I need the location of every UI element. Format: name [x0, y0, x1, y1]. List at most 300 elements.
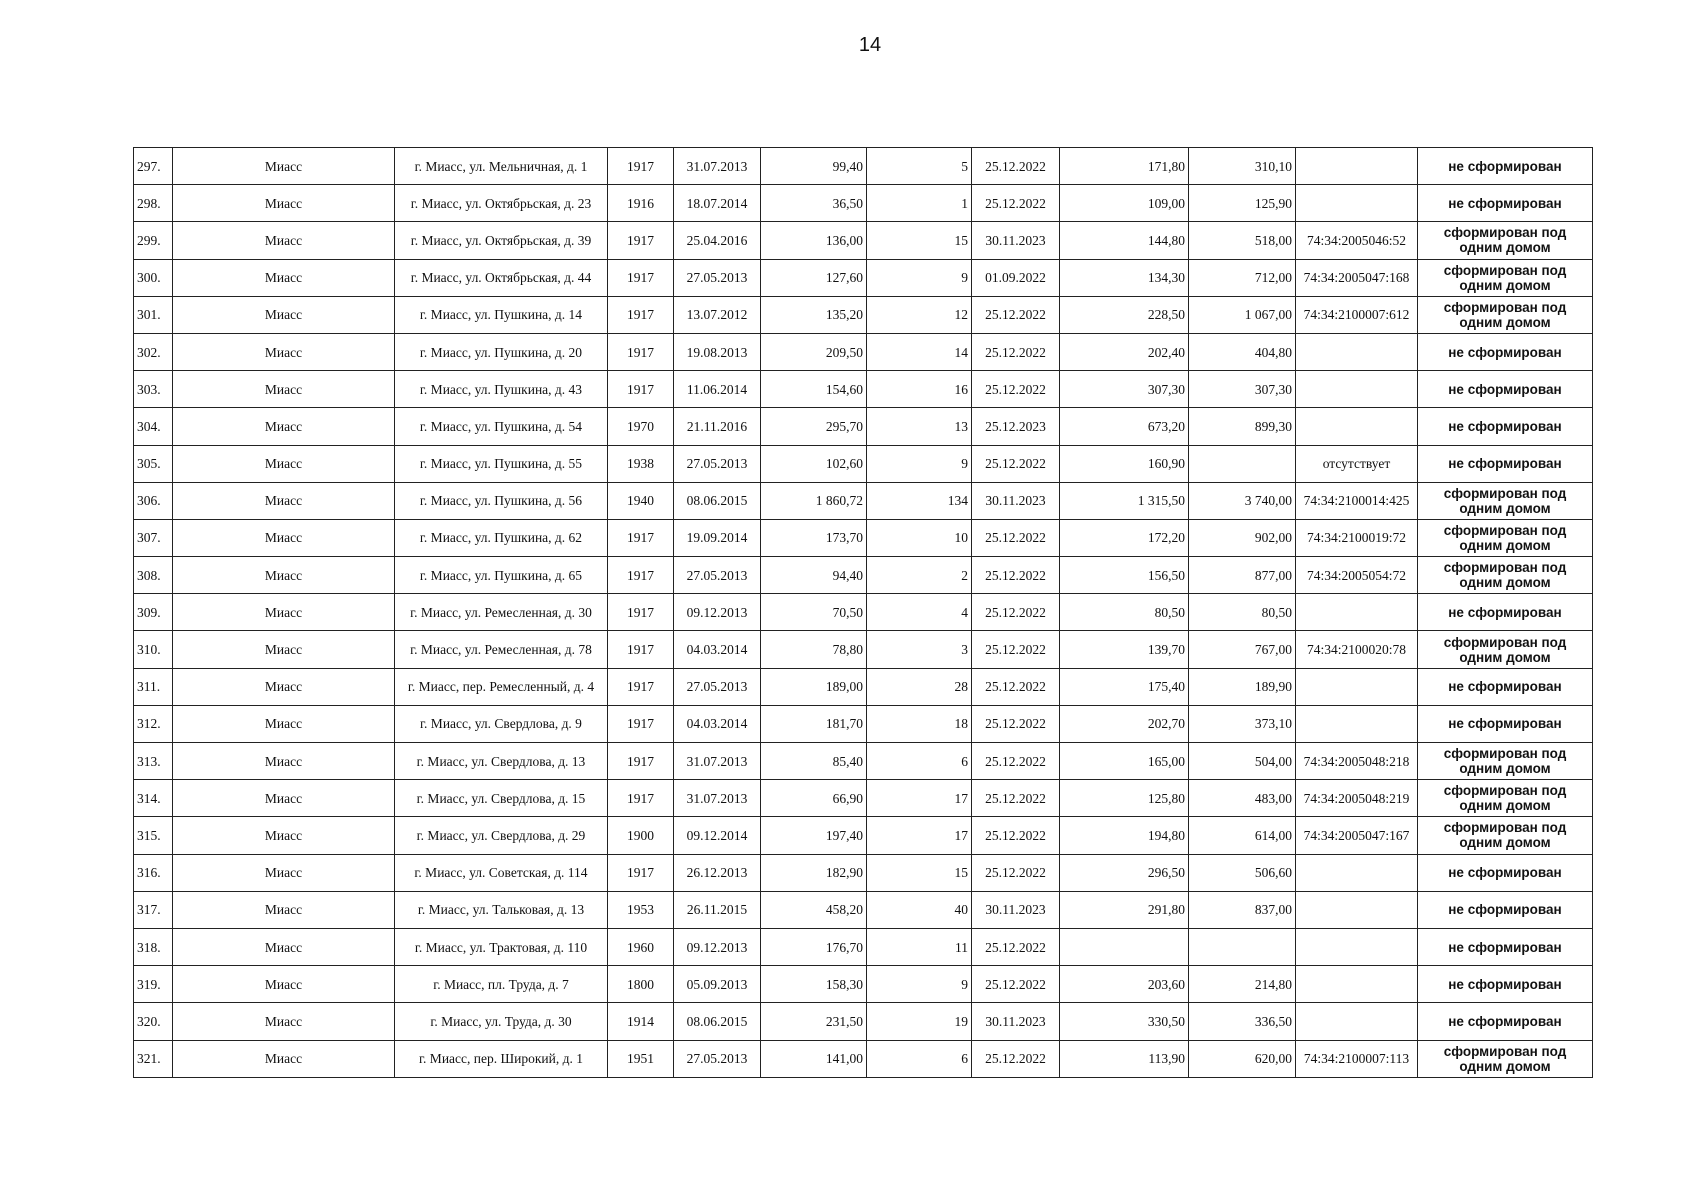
relocation-date-cell: 25.12.2022	[972, 966, 1060, 1003]
cadastral-number-cell	[1296, 854, 1418, 891]
table-row	[134, 371, 1593, 408]
area-value-1-cell: 139,70	[1060, 631, 1189, 668]
area-value-2-cell: 373,10	[1189, 705, 1296, 742]
residents-count-cell: 15	[867, 854, 972, 891]
land-plot-status-cell: не сформирован	[1418, 185, 1593, 222]
address-cell: г. Миасс, ул. Трактовая, д. 110	[395, 928, 608, 965]
area-value-2-cell: 620,00	[1189, 1040, 1296, 1077]
cadastral-number-cell: 74:34:2100014:425	[1296, 482, 1418, 519]
cadastral-number-cell: 74:34:2005048:218	[1296, 743, 1418, 780]
row-number-cell: 303.	[134, 371, 173, 408]
cadastral-number-cell	[1296, 148, 1418, 185]
residents-count-cell: 15	[867, 222, 972, 259]
row-number-cell: 302.	[134, 333, 173, 370]
row-number-cell: 313.	[134, 743, 173, 780]
area-value-2-cell: 614,00	[1189, 817, 1296, 854]
recognition-date-cell: 27.05.2013	[674, 668, 761, 705]
residents-count-cell: 40	[867, 891, 972, 928]
relocation-date-cell: 25.12.2022	[972, 557, 1060, 594]
relocation-date-cell: 25.12.2022	[972, 1040, 1060, 1077]
address-cell: г. Миасс, ул. Свердлова, д. 9	[395, 705, 608, 742]
recognition-date-cell: 09.12.2013	[674, 928, 761, 965]
land-plot-status-cell: не сформирован	[1418, 928, 1593, 965]
city-cell: Миасс	[173, 185, 395, 222]
living-area-cell: 154,60	[761, 371, 867, 408]
relocation-date-cell: 25.12.2022	[972, 296, 1060, 333]
city-cell: Миасс	[173, 557, 395, 594]
city-cell: Миасс	[173, 333, 395, 370]
living-area-cell: 458,20	[761, 891, 867, 928]
living-area-cell: 136,00	[761, 222, 867, 259]
area-value-2-cell: 214,80	[1189, 966, 1296, 1003]
residents-count-cell: 19	[867, 1003, 972, 1040]
table-row	[134, 817, 1593, 854]
relocation-date-cell: 25.12.2022	[972, 445, 1060, 482]
build-year-cell: 1917	[608, 631, 674, 668]
living-area-cell: 135,20	[761, 296, 867, 333]
cadastral-number-cell	[1296, 594, 1418, 631]
table-row	[134, 148, 1593, 185]
city-cell: Миасс	[173, 928, 395, 965]
table-row	[134, 185, 1593, 222]
table-row	[134, 445, 1593, 482]
row-number-cell: 315.	[134, 817, 173, 854]
address-cell: г. Миасс, ул. Пушкина, д. 20	[395, 333, 608, 370]
cadastral-number-cell: 74:34:2100007:113	[1296, 1040, 1418, 1077]
area-value-2-cell: 483,00	[1189, 780, 1296, 817]
row-number-cell: 297.	[134, 148, 173, 185]
address-cell: г. Миасс, ул. Свердлова, д. 29	[395, 817, 608, 854]
area-value-1-cell: 175,40	[1060, 668, 1189, 705]
living-area-cell: 127,60	[761, 259, 867, 296]
residents-count-cell: 3	[867, 631, 972, 668]
living-area-cell: 78,80	[761, 631, 867, 668]
area-value-1-cell: 673,20	[1060, 408, 1189, 445]
area-value-1-cell: 165,00	[1060, 743, 1189, 780]
relocation-date-cell: 25.12.2022	[972, 371, 1060, 408]
build-year-cell: 1917	[608, 259, 674, 296]
residents-count-cell: 134	[867, 482, 972, 519]
city-cell: Миасс	[173, 631, 395, 668]
living-area-cell: 70,50	[761, 594, 867, 631]
table-row	[134, 966, 1593, 1003]
row-number-cell: 312.	[134, 705, 173, 742]
city-cell: Миасс	[173, 854, 395, 891]
row-number-cell: 317.	[134, 891, 173, 928]
living-area-cell: 176,70	[761, 928, 867, 965]
land-plot-status-cell: сформирован под одним домом	[1418, 631, 1593, 668]
table-row	[134, 296, 1593, 333]
table-row	[134, 594, 1593, 631]
address-cell: г. Миасс, ул. Советская, д. 114	[395, 854, 608, 891]
cadastral-number-cell	[1296, 333, 1418, 370]
cadastral-number-cell	[1296, 705, 1418, 742]
build-year-cell: 1917	[608, 668, 674, 705]
address-cell: г. Миасс, пл. Труда, д. 7	[395, 966, 608, 1003]
area-value-1-cell: 109,00	[1060, 185, 1189, 222]
residents-count-cell: 18	[867, 705, 972, 742]
table-row	[134, 519, 1593, 556]
residents-count-cell: 4	[867, 594, 972, 631]
city-cell: Миасс	[173, 817, 395, 854]
recognition-date-cell: 21.11.2016	[674, 408, 761, 445]
area-value-2-cell	[1189, 928, 1296, 965]
living-area-cell: 209,50	[761, 333, 867, 370]
row-number-cell: 320.	[134, 1003, 173, 1040]
cadastral-number-cell: отсутствует	[1296, 445, 1418, 482]
area-value-2-cell: 80,50	[1189, 594, 1296, 631]
build-year-cell: 1917	[608, 222, 674, 259]
city-cell: Миасс	[173, 891, 395, 928]
recognition-date-cell: 09.12.2014	[674, 817, 761, 854]
address-cell: г. Миасс, ул. Пушкина, д. 65	[395, 557, 608, 594]
city-cell: Миасс	[173, 296, 395, 333]
area-value-1-cell: 171,80	[1060, 148, 1189, 185]
city-cell: Миасс	[173, 668, 395, 705]
cadastral-number-cell	[1296, 928, 1418, 965]
row-number-cell: 319.	[134, 966, 173, 1003]
cadastral-number-cell: 74:34:2005048:219	[1296, 780, 1418, 817]
land-plot-status-cell: не сформирован	[1418, 408, 1593, 445]
recognition-date-cell: 27.05.2013	[674, 557, 761, 594]
row-number-cell: 309.	[134, 594, 173, 631]
area-value-1-cell: 202,70	[1060, 705, 1189, 742]
residents-count-cell: 1	[867, 185, 972, 222]
land-plot-status-cell: не сформирован	[1418, 148, 1593, 185]
build-year-cell: 1917	[608, 333, 674, 370]
area-value-1-cell: 307,30	[1060, 371, 1189, 408]
city-cell: Миасс	[173, 1003, 395, 1040]
recognition-date-cell: 09.12.2013	[674, 594, 761, 631]
table-row	[134, 333, 1593, 370]
land-plot-status-cell: сформирован под одним домом	[1418, 482, 1593, 519]
residents-count-cell: 9	[867, 966, 972, 1003]
area-value-1-cell: 134,30	[1060, 259, 1189, 296]
city-cell: Миасс	[173, 222, 395, 259]
area-value-2-cell: 504,00	[1189, 743, 1296, 780]
area-value-1-cell: 113,90	[1060, 1040, 1189, 1077]
cadastral-number-cell: 74:34:2100019:72	[1296, 519, 1418, 556]
registry-table	[133, 147, 1593, 1078]
area-value-1-cell: 202,40	[1060, 333, 1189, 370]
row-number-cell: 307.	[134, 519, 173, 556]
living-area-cell: 102,60	[761, 445, 867, 482]
table-row	[134, 668, 1593, 705]
relocation-date-cell: 25.12.2022	[972, 333, 1060, 370]
cadastral-number-cell	[1296, 408, 1418, 445]
cadastral-number-cell	[1296, 966, 1418, 1003]
relocation-date-cell: 25.12.2022	[972, 519, 1060, 556]
land-plot-status-cell: не сформирован	[1418, 1003, 1593, 1040]
residents-count-cell: 12	[867, 296, 972, 333]
city-cell: Миасс	[173, 594, 395, 631]
row-number-cell: 299.	[134, 222, 173, 259]
living-area-cell: 94,40	[761, 557, 867, 594]
build-year-cell: 1917	[608, 743, 674, 780]
relocation-date-cell: 25.12.2022	[972, 185, 1060, 222]
address-cell: г. Миасс, ул. Свердлова, д. 15	[395, 780, 608, 817]
cadastral-number-cell: 74:34:2100007:612	[1296, 296, 1418, 333]
land-plot-status-cell: сформирован под одним домом	[1418, 557, 1593, 594]
area-value-2-cell: 336,50	[1189, 1003, 1296, 1040]
page-number: 14	[858, 34, 882, 56]
table-row	[134, 891, 1593, 928]
land-plot-status-cell: не сформирован	[1418, 854, 1593, 891]
row-number-cell: 316.	[134, 854, 173, 891]
cadastral-number-cell: 74:34:2005046:52	[1296, 222, 1418, 259]
address-cell: г. Миасс, ул. Пушкина, д. 56	[395, 482, 608, 519]
living-area-cell: 158,30	[761, 966, 867, 1003]
land-plot-status-cell: не сформирован	[1418, 594, 1593, 631]
recognition-date-cell: 08.06.2015	[674, 482, 761, 519]
area-value-1-cell: 228,50	[1060, 296, 1189, 333]
area-value-1-cell: 296,50	[1060, 854, 1189, 891]
area-value-2-cell	[1189, 445, 1296, 482]
build-year-cell: 1914	[608, 1003, 674, 1040]
area-value-2-cell: 767,00	[1189, 631, 1296, 668]
relocation-date-cell: 30.11.2023	[972, 1003, 1060, 1040]
table-row	[134, 1003, 1593, 1040]
area-value-2-cell: 506,60	[1189, 854, 1296, 891]
area-value-2-cell: 310,10	[1189, 148, 1296, 185]
residents-count-cell: 2	[867, 557, 972, 594]
row-number-cell: 321.	[134, 1040, 173, 1077]
recognition-date-cell: 19.08.2013	[674, 333, 761, 370]
build-year-cell: 1917	[608, 148, 674, 185]
build-year-cell: 1917	[608, 780, 674, 817]
registry-table-body	[134, 148, 1593, 1078]
living-area-cell: 295,70	[761, 408, 867, 445]
city-cell: Миасс	[173, 705, 395, 742]
build-year-cell: 1917	[608, 557, 674, 594]
area-value-2-cell: 877,00	[1189, 557, 1296, 594]
area-value-2-cell: 837,00	[1189, 891, 1296, 928]
land-plot-status-cell: сформирован под одним домом	[1418, 222, 1593, 259]
land-plot-status-cell: не сформирован	[1418, 445, 1593, 482]
relocation-date-cell: 25.12.2022	[972, 780, 1060, 817]
cadastral-number-cell: 74:34:2005047:168	[1296, 259, 1418, 296]
recognition-date-cell: 27.05.2013	[674, 445, 761, 482]
residents-count-cell: 9	[867, 445, 972, 482]
residents-count-cell: 9	[867, 259, 972, 296]
land-plot-status-cell: не сформирован	[1418, 333, 1593, 370]
recognition-date-cell: 31.07.2013	[674, 743, 761, 780]
area-value-2-cell: 189,90	[1189, 668, 1296, 705]
land-plot-status-cell: сформирован под одним домом	[1418, 259, 1593, 296]
table-row	[134, 854, 1593, 891]
cadastral-number-cell: 74:34:2005047:167	[1296, 817, 1418, 854]
area-value-1-cell: 156,50	[1060, 557, 1189, 594]
relocation-date-cell: 25.12.2022	[972, 594, 1060, 631]
living-area-cell: 99,40	[761, 148, 867, 185]
table-row	[134, 631, 1593, 668]
recognition-date-cell: 13.07.2012	[674, 296, 761, 333]
area-value-1-cell: 194,80	[1060, 817, 1189, 854]
residents-count-cell: 6	[867, 743, 972, 780]
land-plot-status-cell: сформирован под одним домом	[1418, 296, 1593, 333]
row-number-cell: 318.	[134, 928, 173, 965]
table-row	[134, 743, 1593, 780]
cadastral-number-cell	[1296, 1003, 1418, 1040]
recognition-date-cell: 19.09.2014	[674, 519, 761, 556]
row-number-cell: 301.	[134, 296, 173, 333]
recognition-date-cell: 25.04.2016	[674, 222, 761, 259]
city-cell: Миасс	[173, 780, 395, 817]
city-cell: Миасс	[173, 1040, 395, 1077]
build-year-cell: 1916	[608, 185, 674, 222]
table-row	[134, 222, 1593, 259]
residents-count-cell: 13	[867, 408, 972, 445]
living-area-cell: 231,50	[761, 1003, 867, 1040]
residents-count-cell: 14	[867, 333, 972, 370]
recognition-date-cell: 08.06.2015	[674, 1003, 761, 1040]
area-value-1-cell: 144,80	[1060, 222, 1189, 259]
build-year-cell: 1938	[608, 445, 674, 482]
land-plot-status-cell: не сформирован	[1418, 668, 1593, 705]
area-value-2-cell: 404,80	[1189, 333, 1296, 370]
land-plot-status-cell: не сформирован	[1418, 371, 1593, 408]
relocation-date-cell: 25.12.2022	[972, 928, 1060, 965]
address-cell: г. Миасс, ул. Свердлова, д. 13	[395, 743, 608, 780]
land-plot-status-cell: не сформирован	[1418, 705, 1593, 742]
area-value-1-cell: 1 315,50	[1060, 482, 1189, 519]
area-value-2-cell: 125,90	[1189, 185, 1296, 222]
build-year-cell: 1917	[608, 854, 674, 891]
recognition-date-cell: 31.07.2013	[674, 148, 761, 185]
recognition-date-cell: 27.05.2013	[674, 1040, 761, 1077]
address-cell: г. Миасс, ул. Труда, д. 30	[395, 1003, 608, 1040]
residents-count-cell: 10	[867, 519, 972, 556]
relocation-date-cell: 25.12.2022	[972, 705, 1060, 742]
recognition-date-cell: 11.06.2014	[674, 371, 761, 408]
area-value-2-cell: 518,00	[1189, 222, 1296, 259]
area-value-1-cell: 291,80	[1060, 891, 1189, 928]
area-value-1-cell: 172,20	[1060, 519, 1189, 556]
build-year-cell: 1900	[608, 817, 674, 854]
address-cell: г. Миасс, ул. Тальковая, д. 13	[395, 891, 608, 928]
address-cell: г. Миасс, ул. Пушкина, д. 54	[395, 408, 608, 445]
area-value-1-cell	[1060, 928, 1189, 965]
row-number-cell: 314.	[134, 780, 173, 817]
recognition-date-cell: 04.03.2014	[674, 705, 761, 742]
recognition-date-cell: 05.09.2013	[674, 966, 761, 1003]
residents-count-cell: 16	[867, 371, 972, 408]
residents-count-cell: 5	[867, 148, 972, 185]
area-value-2-cell: 1 067,00	[1189, 296, 1296, 333]
land-plot-status-cell: сформирован под одним домом	[1418, 1040, 1593, 1077]
build-year-cell: 1951	[608, 1040, 674, 1077]
living-area-cell: 141,00	[761, 1040, 867, 1077]
area-value-2-cell: 3 740,00	[1189, 482, 1296, 519]
city-cell: Миасс	[173, 519, 395, 556]
relocation-date-cell: 25.12.2022	[972, 148, 1060, 185]
area-value-1-cell: 125,80	[1060, 780, 1189, 817]
build-year-cell: 1917	[608, 371, 674, 408]
area-value-1-cell: 330,50	[1060, 1003, 1189, 1040]
area-value-2-cell: 307,30	[1189, 371, 1296, 408]
area-value-2-cell: 902,00	[1189, 519, 1296, 556]
cadastral-number-cell	[1296, 668, 1418, 705]
address-cell: г. Миасс, пер. Широкий, д. 1	[395, 1040, 608, 1077]
recognition-date-cell: 04.03.2014	[674, 631, 761, 668]
address-cell: г. Миасс, ул. Октябрьская, д. 23	[395, 185, 608, 222]
row-number-cell: 304.	[134, 408, 173, 445]
area-value-1-cell: 80,50	[1060, 594, 1189, 631]
row-number-cell: 305.	[134, 445, 173, 482]
city-cell: Миасс	[173, 148, 395, 185]
table-row	[134, 482, 1593, 519]
build-year-cell: 1917	[608, 594, 674, 631]
area-value-2-cell: 712,00	[1189, 259, 1296, 296]
build-year-cell: 1953	[608, 891, 674, 928]
relocation-date-cell: 01.09.2022	[972, 259, 1060, 296]
recognition-date-cell: 26.11.2015	[674, 891, 761, 928]
area-value-1-cell: 160,90	[1060, 445, 1189, 482]
cadastral-number-cell	[1296, 891, 1418, 928]
city-cell: Миасс	[173, 371, 395, 408]
table-row	[134, 928, 1593, 965]
city-cell: Миасс	[173, 259, 395, 296]
cadastral-number-cell: 74:34:2100020:78	[1296, 631, 1418, 668]
address-cell: г. Миасс, ул. Пушкина, д. 55	[395, 445, 608, 482]
city-cell: Миасс	[173, 743, 395, 780]
living-area-cell: 36,50	[761, 185, 867, 222]
table-row	[134, 259, 1593, 296]
land-plot-status-cell: сформирован под одним домом	[1418, 519, 1593, 556]
recognition-date-cell: 31.07.2013	[674, 780, 761, 817]
relocation-date-cell: 30.11.2023	[972, 482, 1060, 519]
living-area-cell: 85,40	[761, 743, 867, 780]
land-plot-status-cell: не сформирован	[1418, 966, 1593, 1003]
residents-count-cell: 17	[867, 817, 972, 854]
city-cell: Миасс	[173, 482, 395, 519]
build-year-cell: 1917	[608, 519, 674, 556]
residents-count-cell: 6	[867, 1040, 972, 1077]
living-area-cell: 182,90	[761, 854, 867, 891]
table-row	[134, 780, 1593, 817]
living-area-cell: 66,90	[761, 780, 867, 817]
relocation-date-cell: 30.11.2023	[972, 222, 1060, 259]
cadastral-number-cell	[1296, 185, 1418, 222]
address-cell: г. Миасс, ул. Пушкина, д. 14	[395, 296, 608, 333]
address-cell: г. Миасс, ул. Пушкина, д. 43	[395, 371, 608, 408]
living-area-cell: 197,40	[761, 817, 867, 854]
land-plot-status-cell: сформирован под одним домом	[1418, 780, 1593, 817]
row-number-cell: 300.	[134, 259, 173, 296]
cadastral-number-cell	[1296, 371, 1418, 408]
row-number-cell: 306.	[134, 482, 173, 519]
relocation-date-cell: 25.12.2022	[972, 743, 1060, 780]
living-area-cell: 1 860,72	[761, 482, 867, 519]
relocation-date-cell: 25.12.2023	[972, 408, 1060, 445]
recognition-date-cell: 26.12.2013	[674, 854, 761, 891]
residents-count-cell: 11	[867, 928, 972, 965]
city-cell: Миасс	[173, 445, 395, 482]
address-cell: г. Миасс, ул. Октябрьская, д. 44	[395, 259, 608, 296]
address-cell: г. Миасс, ул. Ремесленная, д. 78	[395, 631, 608, 668]
address-cell: г. Миасс, пер. Ремесленный, д. 4	[395, 668, 608, 705]
address-cell: г. Миасс, ул. Октябрьская, д. 39	[395, 222, 608, 259]
relocation-date-cell: 30.11.2023	[972, 891, 1060, 928]
area-value-1-cell: 203,60	[1060, 966, 1189, 1003]
recognition-date-cell: 18.07.2014	[674, 185, 761, 222]
area-value-2-cell: 899,30	[1189, 408, 1296, 445]
living-area-cell: 189,00	[761, 668, 867, 705]
land-plot-status-cell: не сформирован	[1418, 891, 1593, 928]
table-row	[134, 1040, 1593, 1077]
row-number-cell: 298.	[134, 185, 173, 222]
land-plot-status-cell: сформирован под одним домом	[1418, 743, 1593, 780]
